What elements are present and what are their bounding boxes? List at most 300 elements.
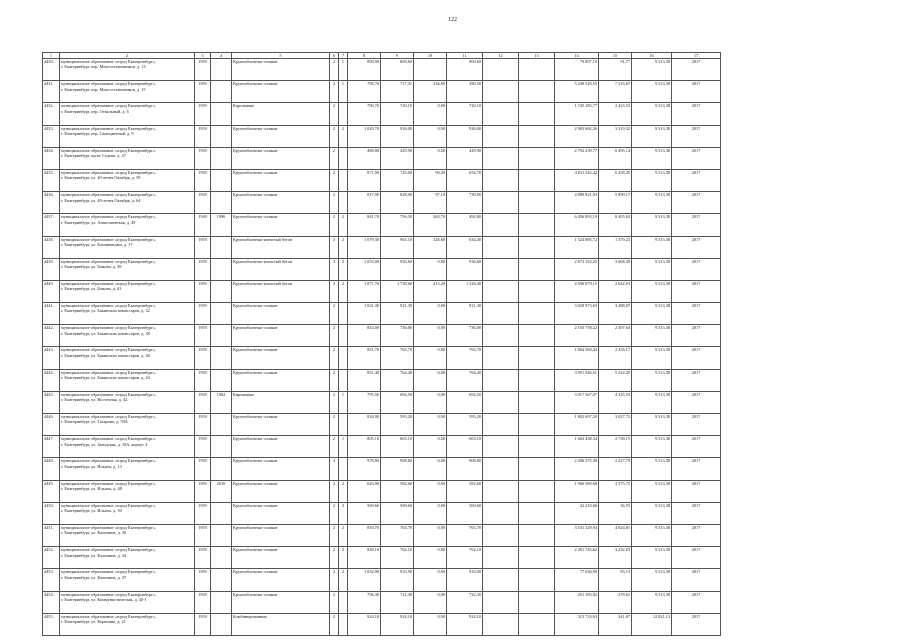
private-area-cell: 736,00 <box>447 325 483 347</box>
premises-area-cell: 765,70 <box>381 347 414 369</box>
owner-text: муниципальное образование «город Екатеринбург», <box>61 258 157 264</box>
premises-area-cell: 429,90 <box>381 147 414 169</box>
planned-year-cell: 2017 <box>672 325 721 347</box>
wall-material-cell: Крупноблочные силикат <box>232 147 330 169</box>
entrances-cell: 2 <box>339 569 348 591</box>
address-text: г. Екатеринбург, ул. Калинина, д. 37 <box>61 574 127 580</box>
wall-material-cell: Крупноблочные силикат <box>232 169 330 191</box>
premises-area-cell: 736,00 <box>381 325 414 347</box>
table-row <box>43 236 721 258</box>
table-row <box>43 458 721 480</box>
total-area-cell: 850,70 <box>348 524 381 546</box>
address-text: г. Екатеринбург, ул. Бакинских комиссаров, д. 44 <box>61 375 150 381</box>
year-built-cell: 1959 <box>195 169 211 191</box>
column-number-cell: 7 <box>339 53 348 59</box>
empty-cell <box>483 169 519 191</box>
municipal-area-cell: 90,30 <box>414 169 447 191</box>
max-cost-per-sqm-cell: 9 313,38 <box>632 169 672 191</box>
floors-cell: 2 <box>330 214 339 236</box>
total-area-cell: 790,70 <box>348 103 381 125</box>
year-built-cell: 1959 <box>195 458 211 480</box>
owner-text: муниципальное образование «город Екатеринбург», <box>61 303 157 309</box>
max-cost-per-sqm-cell: 9 313,38 <box>632 547 672 569</box>
repair-cost-cell: 2 105 758,22 <box>555 325 599 347</box>
cost-per-sqm-cell: 5 222,20 <box>599 369 632 391</box>
address-text: г. Екатеринбург, ул. Коммунистическая, д. 45-1 <box>61 596 147 602</box>
premises-area-cell: 1 739,60 <box>381 280 414 302</box>
year-reconstructed-cell <box>211 325 232 347</box>
year-built-cell: 1959 <box>195 391 211 413</box>
column-number-cell: 13 <box>519 53 555 59</box>
total-area-cell: 1 021,30 <box>348 303 381 325</box>
owner-address-cell <box>60 458 195 480</box>
total-area-cell: 796,70 <box>348 81 381 103</box>
premises-area-cell: 720,10 <box>381 103 414 125</box>
year-reconstructed-cell <box>211 436 232 458</box>
cost-per-sqm-cell: 56,55 <box>599 502 632 524</box>
repair-cost-cell: 2 491 745,62 <box>555 547 599 569</box>
cost-per-sqm-cell: 2 427,79 <box>599 458 632 480</box>
table-row <box>43 280 721 302</box>
municipal-area-cell: 0,00 <box>414 414 447 436</box>
row-number-cell: 4437. <box>43 214 60 236</box>
wall-material-cell: Крупноблочные силикат <box>232 591 330 613</box>
total-area-cell: 851,70 <box>348 347 381 369</box>
planned-year-cell: 2017 <box>672 391 721 413</box>
empty-cell <box>483 524 519 546</box>
column-number-cell: 9 <box>381 53 414 59</box>
table-row <box>43 258 721 280</box>
empty-cell <box>519 214 555 236</box>
year-reconstructed-cell <box>211 414 232 436</box>
max-cost-per-sqm-cell: 9 313,38 <box>632 524 672 546</box>
planned-year-cell: 2017 <box>672 547 721 569</box>
max-cost-per-sqm-cell: 9 313,38 <box>632 347 672 369</box>
private-area-cell: 926,00 <box>447 125 483 147</box>
private-area-cell: 936,60 <box>447 258 483 280</box>
year-reconstructed-cell <box>211 502 232 524</box>
table-row <box>43 147 721 169</box>
cost-per-sqm-cell: 341,67 <box>599 613 632 635</box>
total-area-cell: 1 079,30 <box>348 236 381 258</box>
private-area-cell: 722,30 <box>447 591 483 613</box>
repair-cost-cell: 201 195,82 <box>555 591 599 613</box>
column-number-cell: 14 <box>555 53 599 59</box>
owner-address-cell <box>60 347 195 369</box>
repair-cost-cell: 3 017 367,07 <box>555 391 599 413</box>
year-built-cell: 1959 <box>195 569 211 591</box>
floors-cell: 2 <box>330 192 339 214</box>
owner-address-cell <box>60 502 195 524</box>
repair-cost-cell: 2 983 682,26 <box>555 125 599 147</box>
row-number-cell: 4442. <box>43 325 60 347</box>
planned-year-cell: 2017 <box>672 192 721 214</box>
premises-area-cell: 569,60 <box>381 502 414 524</box>
column-number-cell: 8 <box>348 53 381 59</box>
planned-year-cell: 2017 <box>672 236 721 258</box>
empty-cell <box>483 591 519 613</box>
owner-text: муниципальное образование «город Екатеринбург», <box>61 391 157 397</box>
year-built-cell: 1959 <box>195 192 211 214</box>
total-area-cell: 796,30 <box>348 591 381 613</box>
year-reconstructed-cell <box>211 303 232 325</box>
owner-address-cell <box>60 125 195 147</box>
empty-cell <box>519 169 555 191</box>
cost-per-sqm-cell: 2 435,17 <box>599 347 632 369</box>
row-number-cell: 4449. <box>43 480 60 502</box>
wall-material-cell: Крупноблочные силикат <box>232 369 330 391</box>
empty-cell <box>483 303 519 325</box>
cost-per-sqm-cell: 91,77 <box>599 59 632 81</box>
max-cost-per-sqm-cell: 9 313,38 <box>632 258 672 280</box>
year-built-cell: 1959 <box>195 303 211 325</box>
floors-cell: 2 <box>330 391 339 413</box>
municipal-area-cell: 0,00 <box>414 125 447 147</box>
row-number-cell: 4452. <box>43 547 60 569</box>
max-cost-per-sqm-cell: 9 313,38 <box>632 125 672 147</box>
total-area-cell: 843,00 <box>348 325 381 347</box>
address-text: г. Екатеринбург, ул. 40-летия Октября, д. 59 <box>61 175 141 181</box>
empty-cell <box>519 258 555 280</box>
row-number-cell: 4441. <box>43 303 60 325</box>
row-number-cell: 4438. <box>43 236 60 258</box>
year-reconstructed-cell <box>211 458 232 480</box>
cost-per-sqm-cell: 8 405,63 <box>599 214 632 236</box>
address-text: г. Екатеринбург, ул. Бажова, д. 39 <box>61 264 122 270</box>
planned-year-cell: 2017 <box>672 147 721 169</box>
floors-cell: 2 <box>330 303 339 325</box>
address-text: г. Екатеринбург, ул. Ильича, д. 50 <box>61 508 122 514</box>
max-cost-per-sqm-cell: 9 313,38 <box>632 502 672 524</box>
max-cost-per-sqm-cell: 9 313,38 <box>632 591 672 613</box>
owner-text: муниципальное образование «город Екатеринбург», <box>61 347 157 353</box>
total-area-cell: 841,70 <box>348 214 381 236</box>
cost-per-sqm-cell: 6 495,14 <box>599 147 632 169</box>
max-cost-per-sqm-cell: 9 313,38 <box>632 236 672 258</box>
year-reconstructed-cell: 1962 <box>211 391 232 413</box>
floors-cell: 2 <box>330 147 339 169</box>
row-number-cell: 4454. <box>43 591 60 613</box>
private-area-cell: 869,60 <box>447 59 483 81</box>
owner-address-cell <box>60 591 195 613</box>
empty-cell <box>483 59 519 81</box>
year-built-cell: 1949 <box>195 214 211 236</box>
table-row <box>43 591 721 613</box>
year-reconstructed-cell <box>211 347 232 369</box>
empty-cell <box>519 125 555 147</box>
owner-text: муниципальное образование «город Екатеринбург», <box>61 125 157 131</box>
owner-address-cell <box>60 258 195 280</box>
total-area-cell: 645,90 <box>348 480 381 502</box>
address-text: г. Екатеринбург, ул. Заводская, д. 10А, корпус 4 <box>61 441 148 447</box>
empty-cell <box>483 502 519 524</box>
row-number-cell: 4433. <box>43 125 60 147</box>
empty-cell <box>519 103 555 125</box>
max-cost-per-sqm-cell: 9 313,38 <box>632 214 672 236</box>
entrances-cell: 2 <box>339 236 348 258</box>
premises-area-cell: 936,60 <box>381 258 414 280</box>
empty-cell <box>519 480 555 502</box>
row-number-cell: 4451. <box>43 524 60 546</box>
planned-year-cell: 2017 <box>672 436 721 458</box>
wall-material-cell: Крупноблочные силикат <box>232 214 330 236</box>
empty-cell <box>483 613 519 635</box>
repair-cost-cell: 2 792 239,77 <box>555 147 599 169</box>
owner-text: муниципальное образование «город Екатеринбург», <box>61 502 157 508</box>
column-number-cell: 1 <box>43 53 60 59</box>
owner-text: муниципальное образование «город Екатеринбург», <box>61 569 157 575</box>
year-built-cell: 1959 <box>195 258 211 280</box>
table-row <box>43 547 721 569</box>
owner-text: муниципальное образование «город Екатеринбург», <box>61 591 157 597</box>
empty-cell <box>519 613 555 635</box>
address-text: г. Екатеринбург, ул. Бажова, д. 41 <box>61 286 122 292</box>
year-built-cell: 1959 <box>195 81 211 103</box>
column-number-cell: 17 <box>672 53 721 59</box>
table-row <box>43 169 721 191</box>
floors-cell: 2 <box>330 547 339 569</box>
entrances-cell: 1 <box>339 59 348 81</box>
private-area-cell: 569,60 <box>447 502 483 524</box>
cost-per-sqm-cell: 2 642,03 <box>599 280 632 302</box>
premises-area-cell: 603,10 <box>381 436 414 458</box>
planned-year-cell: 2017 <box>672 258 721 280</box>
floors-cell: 2 <box>330 103 339 125</box>
year-reconstructed-cell: 1996 <box>211 214 232 236</box>
municipal-area-cell <box>414 59 447 81</box>
total-area-cell: 978,80 <box>348 458 381 480</box>
floors-cell: 2 <box>330 502 339 524</box>
premises-area-cell: 764,40 <box>381 369 414 391</box>
total-area-cell: 834,90 <box>348 414 381 436</box>
wall-material-cell: Крупноблочные силикат <box>232 524 330 546</box>
floors-cell: 2 <box>330 436 339 458</box>
municipal-area-cell: 0,00 <box>414 613 447 635</box>
total-area-cell: 1 871,70 <box>348 280 381 302</box>
max-cost-per-sqm-cell: 9 313,38 <box>632 391 672 413</box>
private-area-cell: 924,10 <box>447 613 483 635</box>
planned-year-cell: 2017 <box>672 280 721 302</box>
row-number-cell: 4445. <box>43 391 60 413</box>
wall-material-cell: Крупноблочные силикат <box>232 569 330 591</box>
owner-address-cell <box>60 524 195 546</box>
floors-cell: 2 <box>330 613 339 635</box>
table-row <box>43 613 721 635</box>
entrances-cell <box>339 591 348 613</box>
max-cost-per-sqm-cell: 9 313,38 <box>632 480 672 502</box>
address-text: г. Екатеринбург, ул. Бакинских комиссаров, д. 32 <box>61 308 150 314</box>
column-number-cell: 10 <box>414 53 447 59</box>
empty-cell <box>519 81 555 103</box>
empty-cell <box>483 369 519 391</box>
year-built-cell: 1959 <box>195 236 211 258</box>
year-reconstructed-cell <box>211 369 232 391</box>
premises-area-cell: 745,00 <box>381 169 414 191</box>
max-cost-per-sqm-cell: 9 313,38 <box>632 103 672 125</box>
row-number-cell: 4444. <box>43 369 60 391</box>
address-text: г. Екатеринбург, ул. Гагарина, д. 59А <box>61 419 128 425</box>
repair-cost-cell: 4 889 821,03 <box>555 192 599 214</box>
planned-year-cell: 2017 <box>672 480 721 502</box>
year-built-cell: 1959 <box>195 347 211 369</box>
table-row <box>43 436 721 458</box>
municipal-area-cell: 0,00 <box>414 502 447 524</box>
total-area-cell: 871,00 <box>348 169 381 191</box>
address-text: г. Екатеринбург, пер. Отвальный, д. 6 <box>61 108 129 114</box>
year-reconstructed-cell <box>211 280 232 302</box>
entrances-cell: 1 <box>339 436 348 458</box>
wall-material-cell: Кирпичные <box>232 103 330 125</box>
empty-cell <box>519 569 555 591</box>
owner-address-cell <box>60 480 195 502</box>
empty-cell <box>483 103 519 125</box>
total-area-cell: 1 053,00 <box>348 258 381 280</box>
owner-address-cell <box>60 613 195 635</box>
year-reconstructed-cell: 2010 <box>211 480 232 502</box>
year-built-cell: 1959 <box>195 125 211 147</box>
year-reconstructed-cell <box>211 547 232 569</box>
cost-per-sqm-cell: 3 068,49 <box>599 258 632 280</box>
max-cost-per-sqm-cell: 9 313,38 <box>632 147 672 169</box>
empty-cell <box>519 147 555 169</box>
planned-year-cell: 2017 <box>672 369 721 391</box>
municipal-area-cell: 413,20 <box>414 280 447 302</box>
empty-cell <box>519 325 555 347</box>
empty-cell <box>483 480 519 502</box>
private-area-cell: 921,30 <box>447 303 483 325</box>
empty-cell <box>519 303 555 325</box>
empty-cell <box>483 458 519 480</box>
municipal-area-cell: 0,00 <box>414 347 447 369</box>
year-built-cell: 1959 <box>195 480 211 502</box>
owner-text: муниципальное образование «город Екатеринбург», <box>61 236 157 242</box>
cost-per-sqm-cell: 1 379,23 <box>599 236 632 258</box>
private-area-cell: 582,60 <box>447 480 483 502</box>
wall-material-cell: Крупноблочные силикат <box>232 547 330 569</box>
entrances-cell: 1 <box>339 81 348 103</box>
municipal-area-cell: 0,00 <box>414 325 447 347</box>
empty-cell <box>483 192 519 214</box>
year-built-cell: 1959 <box>195 59 211 81</box>
floors-cell: 2 <box>330 125 339 147</box>
wall-material-cell: Крупноблочные силикат <box>232 125 330 147</box>
repair-cost-cell: 4 596 079,15 <box>555 280 599 302</box>
year-reconstructed-cell <box>211 125 232 147</box>
cost-per-sqm-cell: 5 899,17 <box>599 192 632 214</box>
empty-cell <box>519 236 555 258</box>
private-area-cell: 763,70 <box>447 524 483 546</box>
entrances-cell <box>339 347 348 369</box>
private-area-cell: 595,20 <box>447 414 483 436</box>
owner-address-cell <box>60 103 195 125</box>
table-row <box>43 325 721 347</box>
year-reconstructed-cell <box>211 591 232 613</box>
owner-address-cell <box>60 236 195 258</box>
private-area-cell: 730,90 <box>447 192 483 214</box>
empty-cell <box>519 502 555 524</box>
table-row <box>43 414 721 436</box>
page-number: 122 <box>448 17 457 23</box>
floors-cell: 2 <box>330 591 339 613</box>
floors-cell: 2 <box>330 524 339 546</box>
private-area-cell: 492,80 <box>447 214 483 236</box>
year-reconstructed-cell <box>211 103 232 125</box>
wall-material-cell: Кирпичные <box>232 391 330 413</box>
municipal-area-cell: 0,00 <box>414 591 447 613</box>
address-text: г. Екатеринбург, ул. Ильича, д. 48 <box>61 485 122 491</box>
max-cost-per-sqm-cell: 9 313,38 <box>632 59 672 81</box>
address-text: г. Екатеринбург, пер. Многостаночников, д. 13 <box>61 64 146 70</box>
empty-cell <box>519 347 555 369</box>
planned-year-cell: 2017 <box>672 458 721 480</box>
address-text: г. Екатеринбург, пер. Самоцветный, д. 9 <box>61 130 134 136</box>
row-number-cell: 4432. <box>43 103 60 125</box>
address-text: г. Екатеринбург, ул. Бакинских комиссаров, д. 38 <box>61 330 150 336</box>
private-area-cell: 764,40 <box>447 369 483 391</box>
private-area-cell: 720,10 <box>447 103 483 125</box>
repair-cost-cell: 77 636,90 <box>555 569 599 591</box>
entrances-cell: 2 <box>339 502 348 524</box>
year-built-cell: 1959 <box>195 414 211 436</box>
municipal-area-cell: 0,00 <box>414 258 447 280</box>
max-cost-per-sqm-cell: 12 821,13 <box>632 613 672 635</box>
wall-material-cell: Крупноблочные силикат <box>232 458 330 480</box>
year-built-cell: 1959 <box>195 103 211 125</box>
owner-text: муниципальное образование «город Екатеринбург», <box>61 103 157 109</box>
private-area-cell: 654,70 <box>447 169 483 191</box>
private-area-cell: 694,50 <box>447 391 483 413</box>
owner-address-cell <box>60 436 195 458</box>
planned-year-cell: 2017 <box>672 414 721 436</box>
municipal-area-cell: 0,00 <box>414 524 447 546</box>
private-area-cell: 429,90 <box>447 147 483 169</box>
owner-text: муниципальное образование «город Екатеринбург», <box>61 59 157 64</box>
total-area-cell: 924,10 <box>348 613 381 635</box>
empty-cell <box>483 236 519 258</box>
row-number-cell: 4435. <box>43 169 60 191</box>
address-text: г. Екатеринбург, ул. Калинина, д. 34 <box>61 552 127 558</box>
floors-cell: 3 <box>330 458 339 480</box>
table-row <box>43 103 721 125</box>
owner-text: муниципальное образование «город Екатеринбург», <box>61 613 157 619</box>
year-reconstructed-cell <box>211 258 232 280</box>
owner-address-cell <box>60 391 195 413</box>
column-number-cell: 12 <box>483 53 519 59</box>
max-cost-per-sqm-cell: 9 313,38 <box>632 81 672 103</box>
planned-year-cell: 2017 <box>672 569 721 591</box>
municipal-area-cell: 0,00 <box>414 480 447 502</box>
planned-year-cell: 2017 <box>672 347 721 369</box>
address-text: г. Екатеринбург, ул. Бакинских комиссаров, д. 46 <box>61 352 150 358</box>
entrances-cell: 2 <box>339 125 348 147</box>
year-reconstructed-cell <box>211 81 232 103</box>
private-area-cell: 908,80 <box>447 458 483 480</box>
empty-cell <box>483 347 519 369</box>
row-number-cell: 4440. <box>43 280 60 302</box>
floors-cell: 2 <box>330 480 339 502</box>
empty-cell <box>483 280 519 302</box>
owner-address-cell <box>60 81 195 103</box>
repair-cost-cell: 4 811 542,42 <box>555 169 599 191</box>
floors-cell: 2 <box>330 347 339 369</box>
address-text: г. Екатеринбург, ул. Восточная, д. 42 <box>61 397 128 403</box>
owner-address-cell <box>60 569 195 591</box>
year-reconstructed-cell <box>211 59 232 81</box>
empty-cell <box>519 436 555 458</box>
wall-material-cell: Крупноблочные силикат <box>232 303 330 325</box>
row-number-cell: 4443. <box>43 347 60 369</box>
owner-text: муниципальное образование «город Екатеринбург», <box>61 436 157 442</box>
